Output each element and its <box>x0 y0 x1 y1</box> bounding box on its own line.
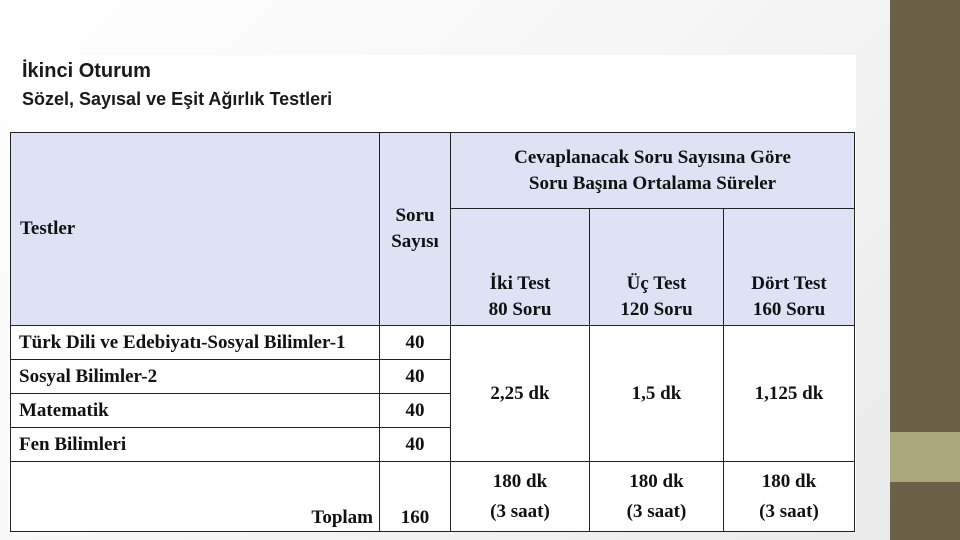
table-row <box>11 326 855 360</box>
sidebar-accent-block <box>890 432 960 482</box>
total-minutes: 180 dk <box>492 470 548 492</box>
header-two-tests <box>451 209 590 326</box>
total-hours: (3 saat) <box>759 500 819 522</box>
header-avg-line1: Cevaplanacak Soru Sayısına Göre <box>514 146 791 168</box>
header-three-tests-label: Üç Test <box>626 273 687 294</box>
total-minutes: 180 dk <box>629 470 684 492</box>
header-count-line2: Sayısı <box>391 231 439 252</box>
total-hours: (3 saat) <box>490 500 550 522</box>
header-two-tests-label: İki Test <box>489 273 551 294</box>
header-count-line1: Soru <box>395 205 435 226</box>
total-hours: (3 saat) <box>626 500 687 522</box>
test-name: Türk Dili ve Edebiyatı-Sosyal Bilimler-1 <box>11 326 380 360</box>
total-question-count: 160 <box>380 462 451 532</box>
total-time-three-tests <box>590 462 724 532</box>
time-four-tests: 1,125 dk <box>724 326 855 462</box>
header-question-count <box>380 133 451 326</box>
header-three-tests <box>590 209 724 326</box>
time-two-tests: 2,25 dk <box>451 326 590 462</box>
header-four-tests <box>724 209 855 326</box>
test-question-count: 40 <box>380 394 451 428</box>
total-time-four-tests <box>724 462 855 532</box>
test-name: Matematik <box>11 394 380 428</box>
exam-time-table <box>10 132 855 532</box>
page-title: İkinci Oturum <box>22 60 151 82</box>
total-label: Toplam <box>11 462 380 532</box>
header-tests: Testler <box>11 133 380 326</box>
table-header-row <box>11 133 855 209</box>
header-four-tests-label: Dört Test <box>751 273 827 294</box>
header-three-tests-questions: 120 Soru <box>620 299 693 320</box>
header-avg-line2: Soru Başına Ortalama Süreler <box>528 172 777 194</box>
test-question-count: 40 <box>380 326 451 360</box>
test-name: Fen Bilimleri <box>11 428 380 462</box>
header-four-tests-questions: 160 Soru <box>752 299 826 320</box>
test-question-count: 40 <box>380 360 451 394</box>
table-total-row <box>11 462 855 532</box>
header-two-tests-questions: 80 Soru <box>488 299 552 320</box>
page-subtitle: Sözel, Sayısal ve Eşit Ağırlık Testleri <box>22 89 333 109</box>
test-question-count: 40 <box>380 428 451 462</box>
time-three-tests: 1,5 dk <box>590 326 724 462</box>
test-name: Sosyal Bilimler-2 <box>11 360 380 394</box>
slide-heading <box>22 58 332 111</box>
total-time-two-tests <box>451 462 590 532</box>
total-minutes: 180 dk <box>761 470 817 492</box>
header-average-times <box>451 133 855 209</box>
